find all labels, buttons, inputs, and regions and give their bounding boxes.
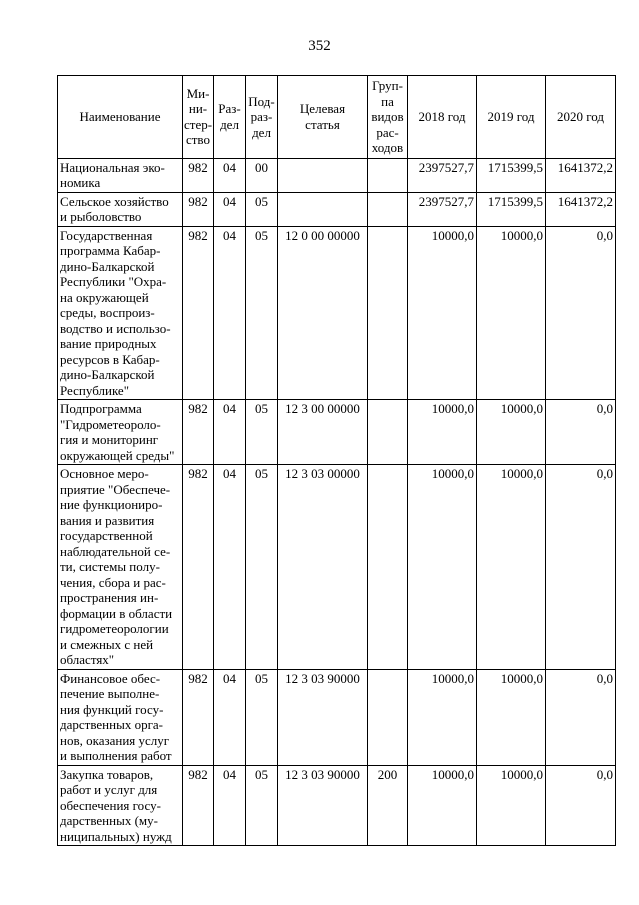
cell-section: 04: [214, 400, 246, 465]
header-name: Наименование: [58, 76, 183, 159]
cell-target-article: [278, 192, 368, 226]
cell-subsection: 05: [246, 765, 278, 846]
cell-2020: 0,0: [546, 400, 616, 465]
table-row: [58, 465, 616, 670]
cell-expense-group: [368, 226, 408, 400]
cell-2019: 10000,0: [477, 226, 546, 400]
table-row: [58, 192, 616, 226]
cell-section: 04: [214, 192, 246, 226]
cell-ministry: 982: [183, 192, 214, 226]
cell-target-article: 12 3 03 00000: [278, 465, 368, 670]
cell-name: Подпрограмма "Гидрометеороло- гия и мониторинг окружающей среды": [58, 400, 183, 465]
cell-subsection: 05: [246, 192, 278, 226]
cell-section: 04: [214, 226, 246, 400]
cell-name: Финансовое обес- печение выполне- ния функций госу- дарственных орга- нов, оказания услуг и выполнения работ: [58, 669, 183, 765]
cell-ministry: 982: [183, 400, 214, 465]
cell-subsection: 00: [246, 158, 278, 192]
cell-2020: 0,0: [546, 226, 616, 400]
header-ministry: Ми- ни- стер- ство: [183, 76, 214, 159]
budget-table: [57, 75, 616, 846]
cell-ministry: 982: [183, 669, 214, 765]
page-number: 352: [308, 38, 331, 54]
cell-2018: 10000,0: [408, 400, 477, 465]
table-row: [58, 158, 616, 192]
table-row: [58, 669, 616, 765]
cell-target-article: 12 3 03 90000: [278, 669, 368, 765]
cell-name: Национальная эко- номика: [58, 158, 183, 192]
cell-2020: 0,0: [546, 669, 616, 765]
cell-target-article: 12 3 00 00000: [278, 400, 368, 465]
cell-2019: 1715399,5: [477, 158, 546, 192]
cell-name: Государственная программа Кабар- дино-Балкарской Республики "Охра- на окружающей среды, воспроиз- водство и использо- вание природных ресурсов в Кабар- дино-Балкарской Республике": [58, 226, 183, 400]
header-year-2020: 2020 год: [546, 76, 616, 159]
cell-subsection: 05: [246, 465, 278, 670]
cell-subsection: 05: [246, 226, 278, 400]
cell-expense-group: [368, 192, 408, 226]
cell-ministry: 982: [183, 158, 214, 192]
cell-section: 04: [214, 158, 246, 192]
cell-ministry: 982: [183, 765, 214, 846]
table-row: [58, 400, 616, 465]
cell-2019: 1715399,5: [477, 192, 546, 226]
header-subsection: Под- раз- дел: [246, 76, 278, 159]
table-header: [58, 76, 616, 159]
cell-subsection: 05: [246, 669, 278, 765]
cell-section: 04: [214, 765, 246, 846]
header-year-2019: 2019 год: [477, 76, 546, 159]
cell-name: Закупка товаров, работ и услуг для обеспечения госу- дарственных (му- ниципальных) нужд: [58, 765, 183, 846]
cell-2018: 10000,0: [408, 465, 477, 670]
cell-subsection: 05: [246, 400, 278, 465]
cell-2019: 10000,0: [477, 669, 546, 765]
cell-target-article: [278, 158, 368, 192]
cell-2019: 10000,0: [477, 765, 546, 846]
cell-2018: 2397527,7: [408, 192, 477, 226]
header-year-2018: 2018 год: [408, 76, 477, 159]
cell-expense-group: [368, 400, 408, 465]
cell-2019: 10000,0: [477, 400, 546, 465]
cell-2018: 10000,0: [408, 669, 477, 765]
cell-2018: 10000,0: [408, 226, 477, 400]
table-row: [58, 765, 616, 846]
cell-2018: 10000,0: [408, 765, 477, 846]
cell-name: Основное меро- приятие "Обеспече- ние функциониро- вания и развития государственной наблюдательной се- ти, системы полу- чения, сбора и рас- пространения ин- формации в области гидрометеорологии и смежных с ней областях": [58, 465, 183, 670]
cell-expense-group: [368, 669, 408, 765]
cell-expense-group: 200: [368, 765, 408, 846]
table-body: [58, 158, 616, 846]
cell-2020: 0,0: [546, 465, 616, 670]
cell-name: Сельское хозяйство и рыболовство: [58, 192, 183, 226]
cell-ministry: 982: [183, 465, 214, 670]
table-row: [58, 226, 616, 400]
cell-2018: 2397527,7: [408, 158, 477, 192]
cell-ministry: 982: [183, 226, 214, 400]
cell-expense-group: [368, 158, 408, 192]
cell-2019: 10000,0: [477, 465, 546, 670]
cell-2020: 1641372,2: [546, 158, 616, 192]
cell-section: 04: [214, 669, 246, 765]
cell-target-article: 12 3 03 90000: [278, 765, 368, 846]
cell-target-article: 12 0 00 00000: [278, 226, 368, 400]
header-expense-group: Груп- па видов рас- ходов: [368, 76, 408, 159]
header-target-article: Целевая статья: [278, 76, 368, 159]
cell-expense-group: [368, 465, 408, 670]
cell-2020: 0,0: [546, 765, 616, 846]
header-section: Раз- дел: [214, 76, 246, 159]
cell-2020: 1641372,2: [546, 192, 616, 226]
cell-section: 04: [214, 465, 246, 670]
